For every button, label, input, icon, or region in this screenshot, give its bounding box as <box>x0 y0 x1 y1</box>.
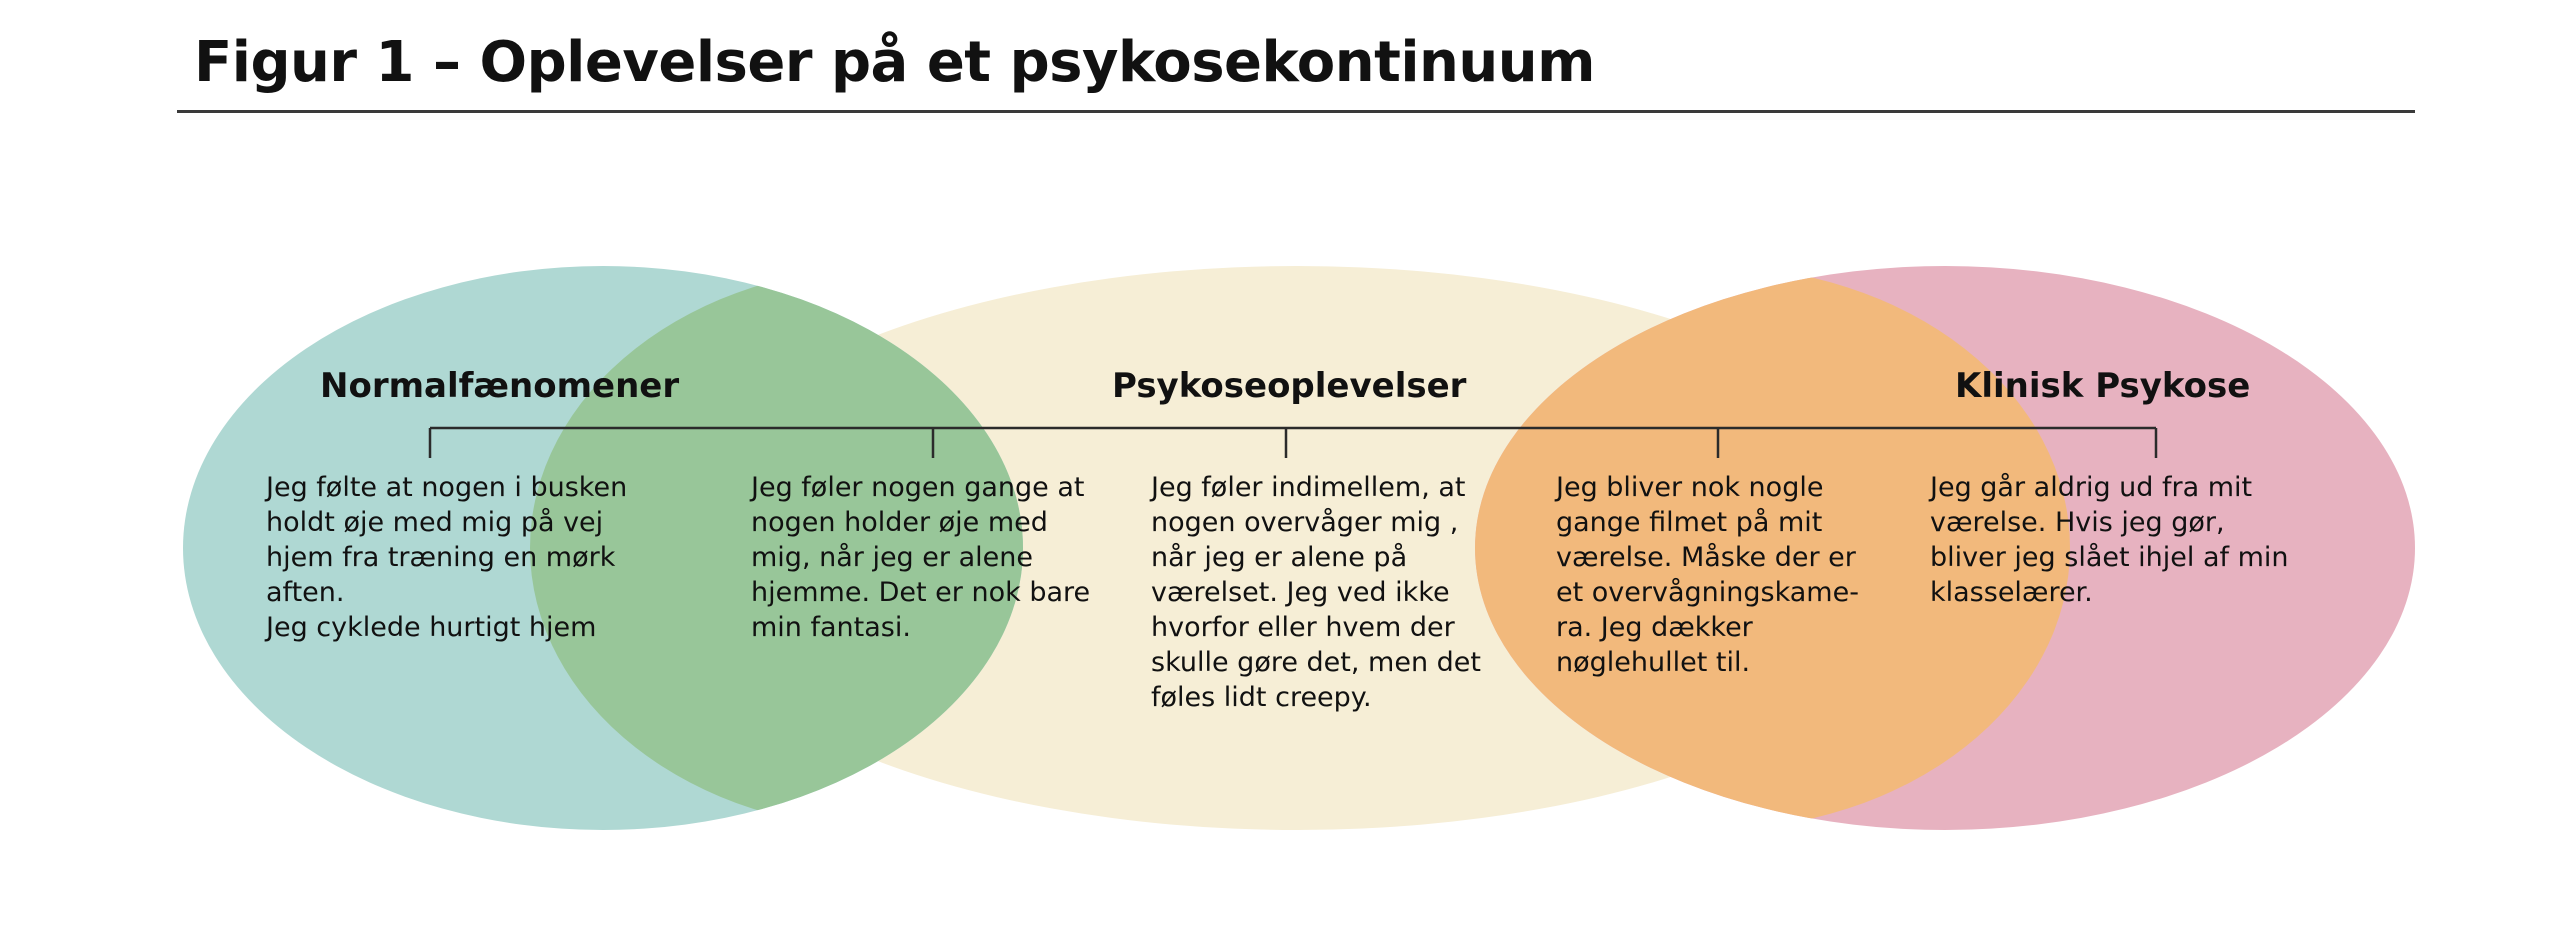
label-psychosis-experiences: Psykoseoplevelser <box>1112 366 1467 406</box>
quote-normal-experience-overlap: Jeg føler nogen gange at nogen holder øje med mig, når jeg er alene hjemme. Det er nok bare min fantasi. <box>751 472 1091 643</box>
figure-title: Figur 1 – Oplevelser på et psykosekontinuum <box>194 30 1596 95</box>
quote-experience-clinical-overlap: Jeg bliver nok nogle gange filmet på mit værelse. Måske der er et overvågningskame- ra. Jeg dækker nøglehullet til. <box>1556 472 1859 678</box>
label-normal-phenomena: Normalfænomener <box>320 366 680 406</box>
quote-normal: Jeg følte at nogen i busken holdt øje med mig på vej hjem fra træning en mørk aften. Jeg cyklede hurtigt hjem <box>266 472 628 643</box>
label-clinical-psychosis: Klinisk Psykose <box>1955 366 2251 406</box>
quote-psychosis-experience: Jeg føler indimellem, at nogen overvåger mig , når jeg er alene på værelset. Jeg ved ikke hvorfor eller hvem der skulle gøre det, men det føles lidt creepy. <box>1151 472 1481 713</box>
quote-clinical: Jeg går aldrig ud fra mit værelse. Hvis jeg gør, bliver jeg slået ihjel af min klasselærer. <box>1930 472 2289 608</box>
